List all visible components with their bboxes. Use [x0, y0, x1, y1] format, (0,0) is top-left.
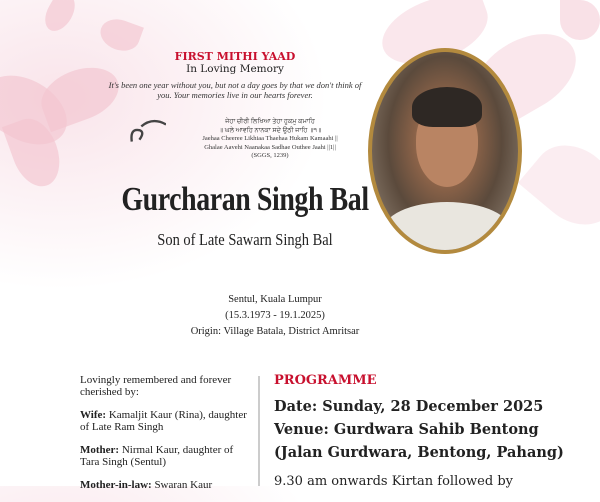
memorial-quote: It's been one year without you, but not a day goes by that we don't think of you. Your memories live in our hearts forever.: [108, 80, 362, 100]
life-dates: (15.3.1973 - 19.1.2025): [225, 310, 325, 321]
member-text: Nirmal Kaur, daughter of Tara Singh (Sentul): [80, 444, 234, 468]
gurbani-transliteration: Jaehaa Cheeree Likhiaa Thaehaa Hukam Kamaahi ||: [202, 135, 338, 142]
family-member: [80, 444, 250, 468]
gurbani-line: ॥ ਘਲੇ ਆਵਹਿ ਨਾਨਕਾ ਸਦੇ ਉਠੀ ਜਾਹਿ ॥੧॥: [218, 126, 322, 134]
programme-heading: PROGRAMME: [274, 373, 377, 388]
petal: [560, 0, 600, 40]
gurbani-transliteration: Ghalae Aavehi Naanakaa Sadhae Outhee Jaahi ||1||: [204, 143, 336, 151]
gurbani-verse: [172, 118, 368, 161]
place: Sentul, Kuala Lumpur: [228, 294, 322, 305]
gurbani-reference: (SGGS, 1239): [251, 152, 289, 159]
family-intro: Lovingly remembered and forever cherished by:: [80, 374, 232, 398]
member-text: Kamaljit Kaur (Rina), daughter of Late Ram Singh: [80, 409, 247, 433]
deceased-details: [160, 292, 390, 340]
programme-date: Date: Sunday, 28 December 2025: [274, 398, 544, 415]
origin: Origin: Village Batala, District Amritsar: [190, 326, 360, 337]
family-member: [80, 409, 250, 433]
petal: [518, 129, 600, 240]
portrait-photo: [368, 48, 522, 254]
programme-venue: Venue: Gurdwara Sahib Bentong: [274, 421, 539, 438]
programme-section: [274, 373, 596, 489]
programme-address: (Jalan Gurdwara, Bentong, Pahang): [274, 444, 564, 461]
family-member: [80, 479, 250, 491]
parentage: Son of Late Sawarn Singh Bal: [157, 230, 333, 249]
family-list: [80, 374, 250, 502]
event-title: FIRST MITHI YAAD: [174, 50, 296, 63]
gurbani-line: ਜੇਹਾ ਚੀਰੀ ਲਿਖਿਆ ਤੇਹਾ ਹੁਕਮੁ ਕਮਾਹਿ: [225, 118, 315, 125]
member-role: Mother-in-law:: [80, 479, 152, 491]
programme-schedule: 9.30 am onwards Kirtan followed by: [274, 474, 513, 489]
ik-onkar-icon: [128, 118, 166, 148]
member-role: Wife:: [80, 409, 107, 421]
member-role: Mother:: [80, 444, 120, 456]
deceased-name: Gurcharan Singh Bal: [121, 181, 369, 218]
column-divider: [258, 376, 260, 486]
petal: [39, 0, 81, 36]
event-subtitle: In Loving Memory: [186, 63, 284, 75]
member-text: Swaran Kaur: [151, 479, 213, 491]
